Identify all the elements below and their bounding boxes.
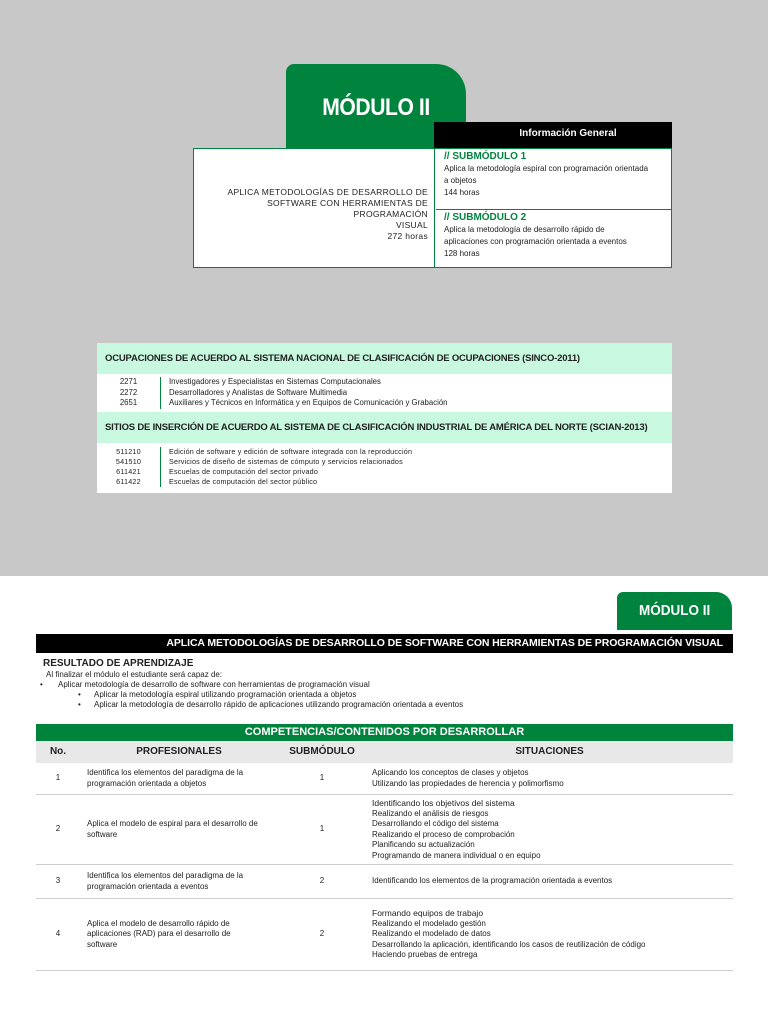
- professional-line: software: [87, 939, 118, 949]
- submodule-hours: 128 horas: [444, 249, 480, 258]
- competencies-table: [36, 724, 733, 971]
- submodule-desc: Aplica la metodología de desarrollo rápido de: [444, 225, 605, 234]
- table-row: [36, 763, 733, 795]
- situation-line: Formando equipos de trabajo: [372, 908, 484, 919]
- row-number: 2: [55, 824, 61, 834]
- submodule-title: // SUBMÓDULO 2: [444, 212, 527, 223]
- row-situations: [366, 899, 733, 970]
- row-situations: [366, 763, 733, 794]
- row-submodule: 2: [319, 929, 325, 939]
- column-header-professional: PROFESIONALES: [136, 746, 222, 757]
- situation-line: Realizando el modelado de datos: [372, 929, 491, 939]
- occupation-code: 2651: [97, 398, 161, 409]
- site-code: 611422: [97, 477, 161, 487]
- learning-outcome-subbullet: [78, 700, 730, 710]
- occupation-row: [97, 388, 672, 399]
- site-row: [97, 477, 672, 487]
- sites-list: [97, 443, 672, 489]
- site-code: 541510: [97, 457, 161, 467]
- situation-line: Identificando los elementos de la programación orientada a eventos: [372, 876, 613, 886]
- situation-line: Utilizando las propiedades de herencia y polimorfismo: [372, 778, 564, 788]
- submodule-title: // SUBMÓDULO 1: [444, 151, 527, 162]
- situation-line: Realizando el análisis de riesgos: [372, 808, 489, 818]
- professional-line: programación orientada a objetos: [87, 778, 207, 788]
- occupation-desc: Desarrolladores y Analistas de Software Multimedia: [169, 387, 348, 397]
- sites-header: SITIOS DE INSERCIÓN DE ACUERDO AL SISTEMA DE CLASIFICACIÓN INDUSTRIAL DE AMÉRICA DEL NORTE (SCIAN-2013): [97, 412, 672, 443]
- occupations-list: [97, 374, 672, 412]
- situation-line: Programando de manera individual o en equipo: [372, 850, 541, 860]
- module-tab-title: MÓDULO II: [638, 602, 711, 619]
- row-number: 3: [55, 876, 61, 886]
- module-desc-line: APLICA METODOLOGÍAS DE DESARROLLO DE: [227, 187, 428, 197]
- situation-line: Desarrollando el código del sistema: [372, 819, 499, 828]
- occupation-row: [97, 377, 672, 388]
- learning-outcome: [40, 658, 730, 710]
- site-row: [97, 447, 672, 457]
- module-desc-line: SOFTWARE CON HERRAMIENTAS DE PROGRAMACIÓN: [267, 198, 428, 219]
- professional-line: programación orientada a eventos: [87, 881, 209, 891]
- situation-line: Realizando el modelado gestión: [372, 918, 486, 928]
- competencies-header: COMPETENCIAS/CONTENIDOS POR DESARROLLAR: [36, 724, 733, 741]
- professional-line: Aplica el modelo de espiral para el desarrollo de: [87, 819, 258, 828]
- row-submodule: 1: [319, 773, 325, 783]
- learning-outcome-bullet: [40, 680, 730, 690]
- subbullet-text: Aplicar la metodología de desarrollo rápido de aplicaciones utilizando programación orientada a eventos: [94, 700, 464, 709]
- bullet-icon: •: [78, 690, 81, 699]
- site-code: 511210: [97, 447, 161, 457]
- site-row: [97, 467, 672, 477]
- module-tab-title: MÓDULO II: [322, 94, 430, 121]
- situation-line: Realizando el proceso de comprobación: [372, 829, 515, 839]
- situation-line: Haciendo pruebas de entrega: [372, 950, 478, 960]
- learning-outcome-subbullet: [78, 690, 730, 700]
- row-submodule: 1: [319, 824, 325, 834]
- site-code: 611421: [97, 467, 161, 477]
- row-submodule: 2: [319, 876, 325, 886]
- occupation-desc: Investigadores y Especialistas en Sistemas Computacionales: [169, 377, 381, 386]
- submodule-desc: a objetos: [444, 176, 477, 185]
- module-tab: [617, 592, 732, 630]
- bullet-icon: •: [78, 700, 81, 709]
- module-info-box: [193, 148, 672, 268]
- site-desc: Escuelas de computación del sector público: [169, 476, 318, 486]
- row-professional: [80, 899, 278, 970]
- professional-line: Aplica el modelo de desarrollo rápido de: [87, 918, 230, 928]
- row-professional: [80, 795, 278, 864]
- general-info-header: Información General: [434, 122, 672, 148]
- situation-line: Identificando los objetivos del sistema: [372, 798, 515, 808]
- situation-line: Planificando su actualización: [372, 840, 475, 849]
- row-situations: [366, 865, 733, 898]
- occupations-table: [97, 343, 672, 493]
- occupation-row: [97, 398, 672, 409]
- row-number: 1: [55, 773, 61, 783]
- table-row: [36, 795, 733, 865]
- competencies-column-headers: [36, 741, 733, 763]
- site-desc: Escuelas de computación del sector privado: [169, 466, 319, 476]
- row-number: 4: [55, 929, 61, 939]
- column-header-no: No.: [49, 746, 67, 757]
- table-row: [36, 899, 733, 971]
- occupation-desc: Auxiliares y Técnicos en Informática y en Equipos de Comunicación y Grabación: [169, 398, 448, 407]
- module-desc-line: VISUAL: [395, 220, 428, 230]
- bullet-text: Aplicar metodología de desarrollo de software con herramientas de programación visual: [58, 680, 370, 689]
- site-desc: Edición de software y edición de software integrada con la reproducción: [169, 446, 413, 456]
- site-row: [97, 457, 672, 467]
- professional-line: software: [87, 829, 118, 839]
- learning-outcome-title: RESULTADO DE APRENDIZAJE: [43, 658, 194, 669]
- occupation-code: 2272: [97, 388, 161, 399]
- site-desc: Servicios de diseño de sistemas de cómputo y servicios relacionados: [169, 456, 403, 466]
- situation-line: Aplicando los conceptos de clases y objetos: [372, 768, 529, 777]
- row-situations: [366, 795, 733, 864]
- submodule-1: [436, 149, 671, 210]
- professional-line: Identifica los elementos del paradigma de la: [87, 871, 244, 880]
- row-professional: [80, 763, 278, 794]
- module-title-bar: APLICA METODOLOGÍAS DE DESARROLLO DE SOFTWARE CON HERRAMIENTAS DE PROGRAMACIÓN VISUAL: [36, 634, 733, 653]
- submodule-2: [436, 210, 671, 267]
- submodule-desc: Aplica la metodología espiral con programación orientada: [444, 164, 649, 173]
- situation-line: Desarrollando la aplicación, identificando los casos de reutilización de código: [372, 939, 646, 949]
- column-header-situations: SITUACIONES: [515, 746, 584, 757]
- learning-outcome-intro: Al finalizar el módulo el estudiante será capaz de:: [46, 670, 223, 679]
- subbullet-text: Aplicar la metodología espiral utilizando programación orientada a objetos: [94, 690, 357, 699]
- occupation-code: 2271: [97, 377, 161, 388]
- submodule-hours: 144 horas: [444, 188, 480, 197]
- occupations-header: OCUPACIONES DE ACUERDO AL SISTEMA NACIONAL DE CLASIFICACIÓN DE OCUPACIONES (SINCO-2011): [97, 343, 672, 374]
- module-hours: 272 horas: [387, 231, 428, 241]
- bullet-icon: •: [40, 680, 43, 689]
- submodule-desc: aplicaciones con programación orientada a eventos: [444, 237, 627, 246]
- page-two: [0, 576, 768, 1024]
- column-header-submodule: SUBMÓDULO: [289, 746, 355, 757]
- professional-line: aplicaciones (RAD) para el desarrollo de: [87, 929, 231, 939]
- module-description: [194, 149, 435, 267]
- row-professional: [80, 865, 278, 898]
- professional-line: Identifica los elementos del paradigma de la: [87, 768, 244, 777]
- table-row: [36, 865, 733, 899]
